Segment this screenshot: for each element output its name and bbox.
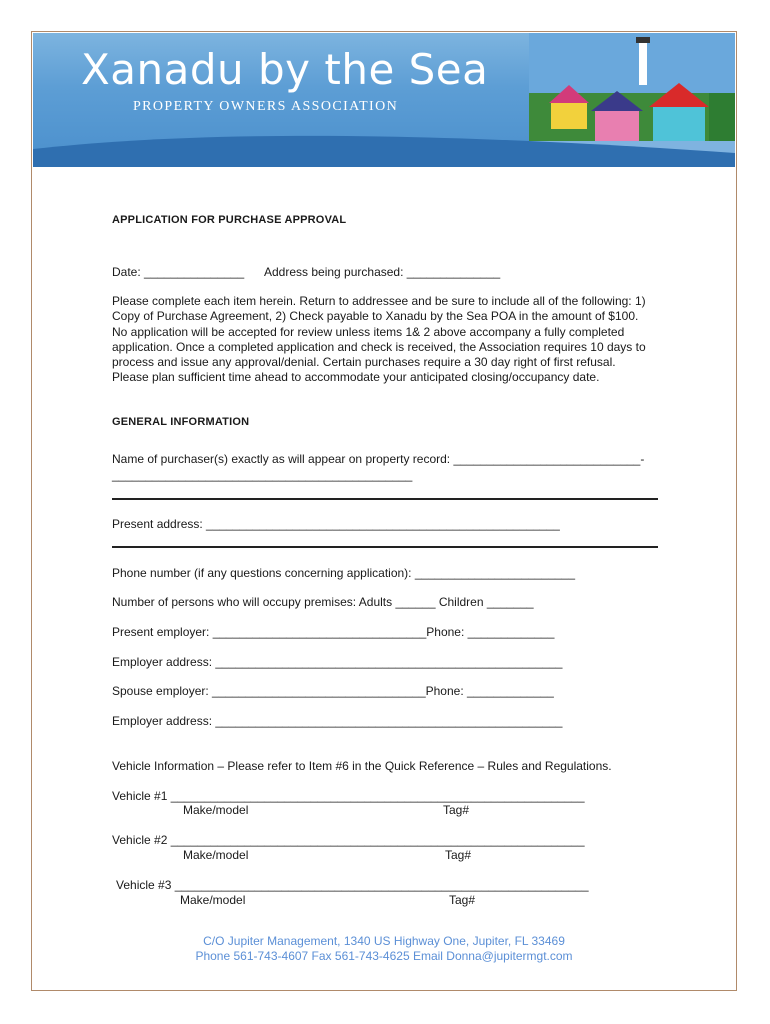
banner-swoosh: [33, 127, 735, 167]
footer-address: C/O Jupiter Management, 1340 US Highway One, Jupiter, FL 33469: [203, 934, 565, 948]
association-title: Xanadu by the Sea: [81, 45, 489, 94]
present-employer-field[interactable]: Present employer: ________________________________Phone: _____________: [112, 625, 555, 639]
purchaser-name-field[interactable]: Name of purchaser(s) exactly as will appear on property record: ____________________________-: [112, 452, 645, 466]
occupants-field[interactable]: Number of persons who will occupy premises: Adults ______ Children _______: [112, 595, 534, 609]
vehicle-1-tag-caption: Tag#: [443, 803, 470, 817]
address-purchased-field[interactable]: Address being purchased: ______________: [264, 265, 501, 279]
instructions-paragraph: Please complete each item herein. Return to addressee and be sure to include all of the following: 1) Copy of Purchase Agreement, 2) Check payable to Xanadu by the Sea POA in the amount of $100. No application will be accepted for review unless items 1& 2 above accompany a fully completed application. Once a completed application and check is received, the Association requires 10 days to process and issue any approval/denial. Certain purchases require a 30 day right of first refusal. Please plan sufficient time ahead to accommodate your anticipated closing/occupancy date.: [112, 294, 646, 385]
employer-address-field[interactable]: Employer address: ____________________________________________________: [112, 655, 563, 669]
vehicle-2-tag-caption: Tag#: [445, 848, 472, 862]
association-subtitle: PROPERTY OWNERS ASSOCIATION: [133, 99, 399, 114]
vehicle-1-make-caption: Make/model: [183, 803, 249, 817]
form-title: APPLICATION FOR PURCHASE APPROVAL: [112, 214, 347, 226]
vehicle-3-tag-caption: Tag#: [449, 893, 476, 907]
spouse-employer-field[interactable]: Spouse employer: ________________________________Phone: _____________: [112, 684, 554, 698]
section-divider: [112, 498, 658, 500]
vehicle-2-field[interactable]: Vehicle #2 ______________________________________________________________: [112, 833, 585, 847]
header-banner: [33, 33, 735, 167]
spouse-employer-address-field[interactable]: Employer address: ____________________________________________________: [112, 714, 563, 728]
vehicle-2-make-caption: Make/model: [183, 848, 249, 862]
vehicle-3-field[interactable]: Vehicle #3 ______________________________________________________________: [116, 878, 589, 892]
vehicle-3-make-caption: Make/model: [180, 893, 246, 907]
vehicle-info-note: Vehicle Information – Please refer to Item #6 in the Quick Reference – Rules and Regulations.: [112, 759, 612, 773]
vehicle-1-field[interactable]: Vehicle #1 ______________________________________________________________: [112, 789, 585, 803]
purchaser-name-line2[interactable]: _____________________________________________: [112, 468, 413, 482]
phone-field[interactable]: Phone number (if any questions concerning application): ________________________: [112, 566, 576, 580]
general-information-heading: GENERAL INFORMATION: [112, 416, 250, 428]
present-address-field[interactable]: Present address: _____________________________________________________: [112, 517, 560, 531]
footer-contact: Phone 561-743-4607 Fax 561-743-4625 Email Donna@jupitermgt.com: [195, 949, 573, 963]
date-field[interactable]: Date: _______________: [112, 265, 245, 279]
section-divider: [112, 546, 658, 548]
